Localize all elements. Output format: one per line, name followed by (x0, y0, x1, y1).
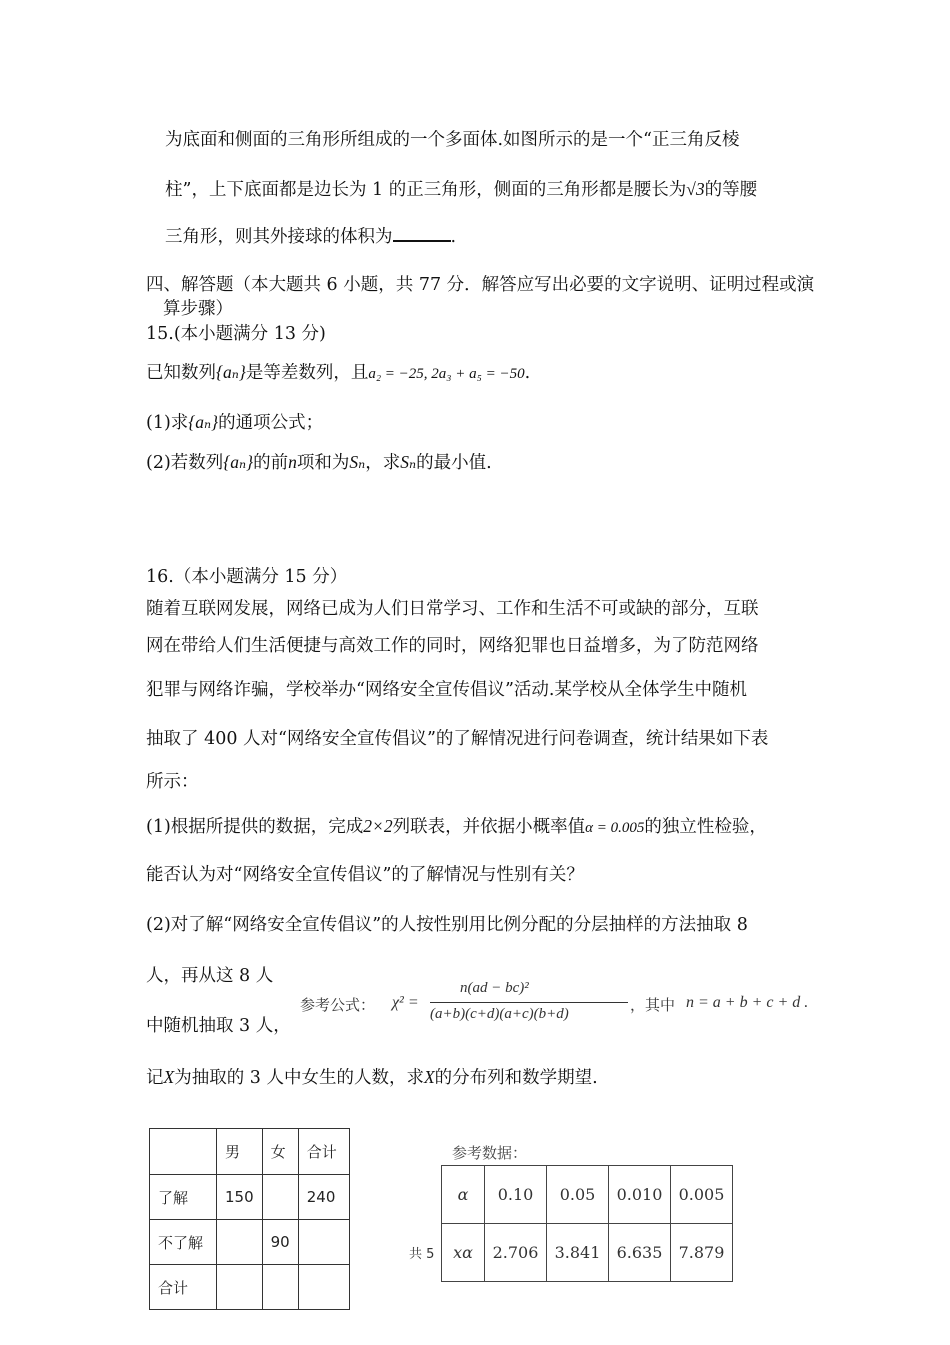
table-cell: 男 (217, 1129, 263, 1175)
table-cell: 不了解 (150, 1220, 217, 1265)
q15-condition: a₂ = −25, 2a₃ + a₅ = −50 (368, 366, 525, 382)
q16-line: 网在带给人们生活便捷与高效工作的同时，网络犯罪也日益增多，为了防范网络 (146, 636, 759, 656)
table-cell: 2.706 (485, 1224, 547, 1282)
q16-part1 (146, 815, 767, 839)
q15-text: . (524, 363, 531, 383)
q16-text: 的分布列和数学期望. (434, 1068, 598, 1088)
q16-text: (1)根据所提供的数据，完成 (146, 817, 364, 837)
table-cell (262, 1175, 298, 1220)
table-cell: 0.10 (485, 1166, 547, 1224)
q15-text: ，求 (365, 453, 401, 473)
q15-header: 15.(本小题满分 13 分) (146, 324, 326, 344)
fraction-bar (430, 1002, 628, 1003)
section-heading: 四、解答题（本大题共 6 小题，共 77 分．解答应写出必要的文字说明、证明过程或演 (146, 275, 815, 295)
chi-square: χ² = (392, 994, 419, 1011)
answer-blank (393, 224, 451, 242)
prev-problem-line2 (165, 178, 757, 201)
q16-text: 列联表，并依据小概率值 (392, 817, 586, 837)
q15-part1 (146, 411, 323, 434)
q16-line: 随着互联网发展，网络已成为人们日常学习、工作和生活不可或缺的部分，互联 (146, 599, 759, 619)
reference-data-table (441, 1165, 733, 1282)
seq-an: {aₙ} (216, 362, 246, 382)
table-cell (217, 1220, 263, 1265)
q15-text: 已知数列 (146, 363, 216, 383)
table-cell: 3.841 (547, 1224, 609, 1282)
var-n: n (288, 452, 297, 472)
q16-part2-line2: 人，再从这 8 人 (146, 966, 274, 986)
table-cell: 合计 (298, 1129, 349, 1175)
contingency-table (149, 1128, 350, 1310)
table-row (150, 1220, 350, 1265)
formula-text: ，其中 (630, 996, 676, 1014)
q16-line: 所示： (146, 772, 199, 792)
reference-formula (300, 980, 820, 1030)
q16-text: 的独立性检验， (644, 817, 767, 837)
var-X: X (163, 1067, 175, 1087)
formula-denominator: (a+b)(c+d)(a+c)(b+d) (430, 1006, 569, 1022)
table-cell (298, 1220, 349, 1265)
q16-part2-line3: 中随机抽取 3 人， (146, 1016, 291, 1036)
table-cell (150, 1129, 217, 1175)
q16-part2-line1: (2)对了解“网络安全宣传倡议”的人按性别用比例分配的分层抽样的方法抽取 8 (146, 915, 748, 935)
table-row (150, 1265, 350, 1310)
q16-part2-line4 (146, 1066, 598, 1089)
prev-text: 三角形，则其外接球的体积为 (165, 227, 393, 247)
table-cell (262, 1265, 298, 1310)
q15-text: 项和为 (296, 453, 350, 473)
q15-text: 的通项公式； (218, 413, 324, 433)
q16-line: 抽取了 400 人对“网络安全宣传倡议”的了解情况进行问卷调查，统计结果如下表 (146, 729, 769, 749)
q16-text: 记 (146, 1068, 164, 1088)
table-cell: 0.05 (547, 1166, 609, 1224)
table-cell: 150 (217, 1175, 263, 1220)
table-cell: 0.010 (609, 1166, 671, 1224)
prev-text: 的等腰 (704, 180, 758, 200)
q15-text: 的最小值. (416, 453, 492, 473)
table-cell: 女 (262, 1129, 298, 1175)
table-cell: 0.005 (671, 1166, 733, 1224)
q15-text: (2)若数列 (146, 453, 224, 473)
table-cell: 6.635 (609, 1224, 671, 1282)
var-Sn: Sₙ (349, 452, 366, 472)
q15-text: (1)求 (146, 413, 189, 433)
var-Sn: Sₙ (400, 452, 417, 472)
table-row (442, 1224, 733, 1282)
table-cell (298, 1265, 349, 1310)
n-definition: n = a + b + c + d . (686, 994, 809, 1011)
two-by-two: 2×2 (363, 816, 393, 836)
page-note: 共 5 (409, 1247, 435, 1262)
q15-text: 的前 (253, 453, 289, 473)
table-cell: 合计 (150, 1265, 217, 1310)
table-cell: α (442, 1166, 485, 1224)
table-cell: xα (442, 1224, 485, 1282)
table-cell: 240 (298, 1175, 349, 1220)
formula-label: 参考公式： (300, 996, 376, 1014)
table-cell (217, 1265, 263, 1310)
formula-numerator: n(ad − bc)² (460, 980, 529, 996)
prev-problem-line3 (165, 224, 456, 248)
alpha-value: α = 0.005 (585, 820, 645, 836)
prev-text: . (450, 227, 457, 247)
prev-problem-line1: 为底面和侧面的三角形所组成的一个多面体.如图所示的是一个“正三角反棱 (165, 130, 740, 150)
reference-data-caption: 参考数据： (452, 1144, 528, 1162)
table-row (150, 1129, 350, 1175)
section-heading-cont: 算步骤） (163, 299, 233, 319)
table-cell: 7.879 (671, 1224, 733, 1282)
q16-part1-line2: 能否认为对“网络安全宣传倡议”的了解情况与性别有关？ (146, 865, 584, 885)
seq-an: {aₙ} (188, 412, 219, 432)
var-X: X (423, 1067, 435, 1087)
sqrt3: √3 (686, 179, 705, 199)
table-cell: 了解 (150, 1175, 217, 1220)
q16-text: 为抽取的 3 人中女生的人数，求 (174, 1068, 424, 1088)
q15-stem (146, 361, 530, 385)
table-cell: 90 (262, 1220, 298, 1265)
q15-part2 (146, 451, 492, 474)
table-row (442, 1166, 733, 1224)
table-row (150, 1175, 350, 1220)
q15-text: 是等差数列，且 (245, 363, 369, 383)
q16-header: 16.（本小题满分 15 分） (146, 567, 348, 587)
prev-text: 柱”，上下底面都是边长为 1 的正三角形，侧面的三角形都是腰长为 (165, 180, 687, 200)
q16-line: 犯罪与网络诈骗，学校举办“网络安全宣传倡议”活动.某学校从全体学生中随机 (146, 680, 747, 700)
seq-an: {aₙ} (223, 452, 254, 472)
